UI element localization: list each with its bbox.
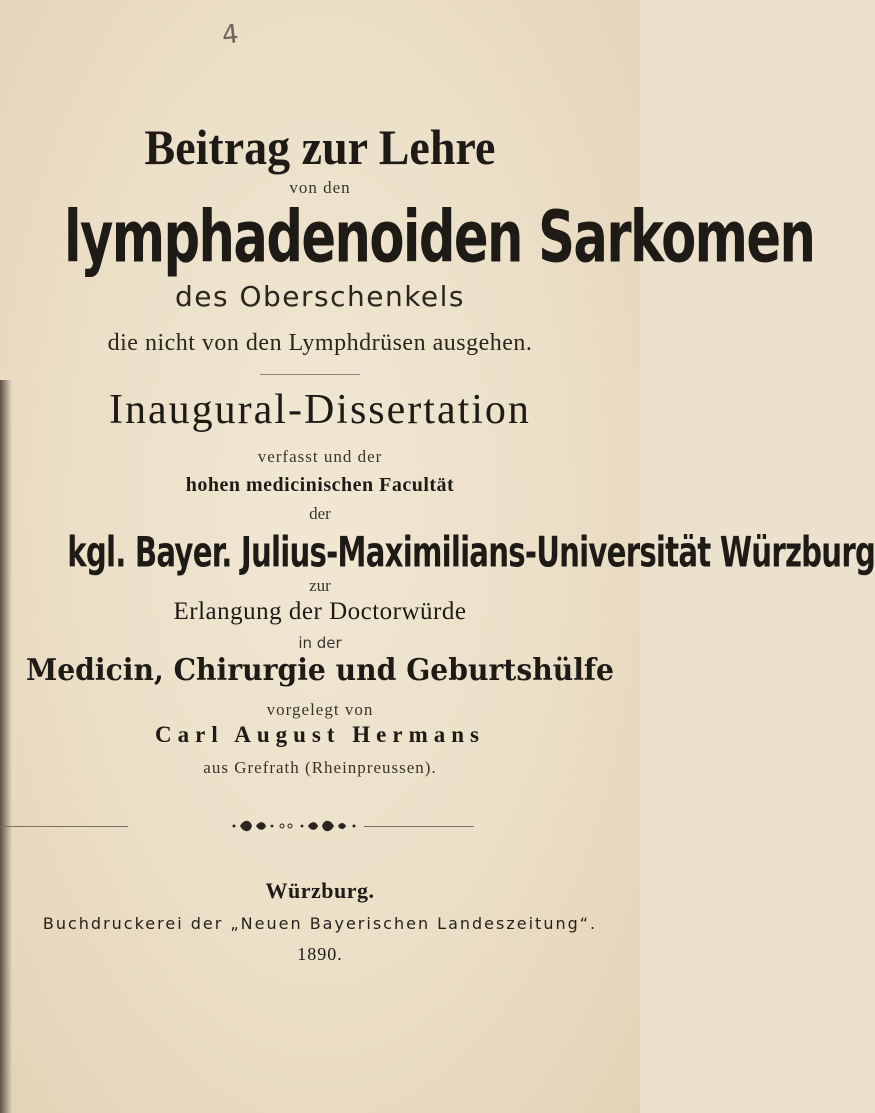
university-line: kgl. Bayer. Julius-Maximilians-Universität Würzburg — [67, 528, 875, 577]
der-line: der — [309, 504, 331, 523]
title-beitrag: Beitrag zur Lehre — [144, 119, 496, 175]
in-der-line: in der — [298, 634, 342, 652]
ornament-flourish-icon — [228, 815, 364, 837]
zur-line: zur — [309, 576, 331, 595]
title-location: des Oberschenkels — [174, 280, 466, 313]
author-origin: aus Grefrath (Rheinpreussen). — [203, 758, 437, 777]
imprint-printer: Buchdruckerei der „Neuen Bayerischen Landeszeitung“. — [42, 914, 598, 933]
ornament-rule-right — [364, 826, 474, 827]
dissertation-heading: Inaugural-Dissertation — [109, 387, 531, 433]
handwritten-mark: 4 — [220, 19, 241, 51]
author-name: Carl August Hermans — [155, 722, 485, 747]
ornament-rule-left — [0, 826, 128, 827]
degree-line: Erlangung der Doctorwürde — [173, 598, 467, 625]
vorgelegt-line: vorgelegt von — [266, 700, 374, 719]
verfasst-line: verfasst und der — [257, 447, 383, 466]
faculty-line: hohen medicinischen Facultät — [185, 474, 455, 496]
imprint-city: Würzburg. — [265, 878, 375, 903]
title-von-den: von den — [289, 178, 351, 197]
title-subject: lymphadenoiden Sarkomen — [64, 196, 815, 280]
title-origin: die nicht von den Lymphdrüsen ausgehen. — [107, 330, 533, 356]
imprint-year: 1890. — [297, 944, 343, 964]
divider-short — [260, 374, 360, 375]
fields-line: Medicin, Chirurgie und Geburtshülfe — [25, 653, 614, 688]
